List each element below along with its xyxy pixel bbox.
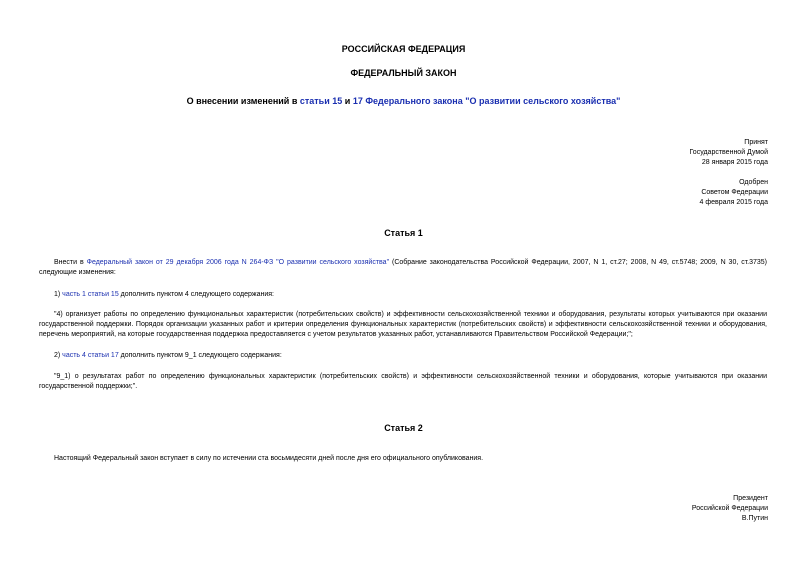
- item-1-text: дополнить пунктом 4 следующего содержания:: [118, 291, 274, 298]
- country-heading: РОССИЙСКАЯ ФЕДЕРАЦИЯ: [341, 44, 466, 54]
- accepted-line: Государственной Думой: [689, 149, 768, 156]
- item-1-number: 1): [54, 291, 63, 298]
- link-part-1-article-15[interactable]: часть 1 статьи 15: [62, 291, 119, 298]
- article-1-item-2: [39, 351, 767, 361]
- item-2-number: 2): [54, 352, 63, 359]
- approved-block: [700, 178, 768, 208]
- link-article-17[interactable]: 17: [352, 96, 363, 106]
- link-agriculture-law[interactable]: Федерального закона "О развитии сельского хозяйства": [362, 96, 621, 106]
- link-part-4-article-17[interactable]: часть 4 статьи 17: [62, 352, 119, 359]
- approved-line: 4 февраля 2015 года: [699, 199, 768, 206]
- accepted-line: Принят: [744, 139, 768, 146]
- link-federal-law-264[interactable]: Федеральный закон от 29 декабря 2006 года N 264-ФЗ "О развитии сельского хозяйства": [86, 259, 390, 266]
- law-title: [0, 96, 807, 106]
- article-1-intro: [39, 258, 767, 278]
- link-article-15[interactable]: статьи 15: [299, 96, 343, 106]
- approved-line: Советом Федерации: [701, 189, 768, 196]
- article-1-item-2-quote: "9_1) о результатах работ по определению функциональных характеристик (потребительских свойств) и эффективности сельскохозяйственной техники и оборудования, которые учитываются при оказании государственной поддержки;".: [39, 373, 767, 390]
- accepted-line: 28 января 2015 года: [701, 159, 768, 166]
- article-1-item-1-quote: "4) организует работы по определению функциональных характеристик (потребительских свойств) и эффективности сельскохозяйственной техники и оборудования, результаты которых учитываются при оказании государственной поддержки. Порядок организации указанных работ и критерии определения функциональных характеристик (потребительских свойств) и эффективности сельскохозяйственной техники и оборудования, перечень мероприятий, на которые государственная поддержка предоставляется с учетом результатов указанных работ, устанавливаются Правительством Российской Федерации;";: [39, 311, 767, 338]
- accepted-block: [689, 138, 768, 168]
- approved-line: Одобрен: [739, 179, 768, 186]
- law-type-heading: ФЕДЕРАЛЬНЫЙ ЗАКОН: [350, 68, 457, 78]
- intro-prefix: Внести в: [54, 259, 87, 266]
- article-2-heading: Статья 2: [384, 423, 423, 433]
- intro-suffix: (Собрание законодательства Российской Федерации, 2007, N 1, ст.27; 2008, N 49, ст.5748; 2009, N 30, ст.3735) следующие изменения:: [39, 259, 768, 276]
- signature-block: [692, 494, 768, 524]
- article-1-heading: Статья 1: [384, 228, 423, 238]
- item-2-text: дополнить пунктом 9_1 следующего содержания:: [118, 352, 282, 359]
- signature-line: В.Путин: [741, 515, 768, 522]
- signature-line: Президент: [733, 495, 768, 502]
- signature-line: Российской Федерации: [691, 505, 768, 512]
- law-title-prefix: О внесении изменений в: [186, 96, 300, 106]
- article-1-item-1: [39, 290, 767, 300]
- law-title-mid: и: [342, 96, 353, 106]
- article-2-text: Настоящий Федеральный закон вступает в силу по истечении ста восьмидесяти дней после дня его официального опубликования.: [54, 455, 484, 462]
